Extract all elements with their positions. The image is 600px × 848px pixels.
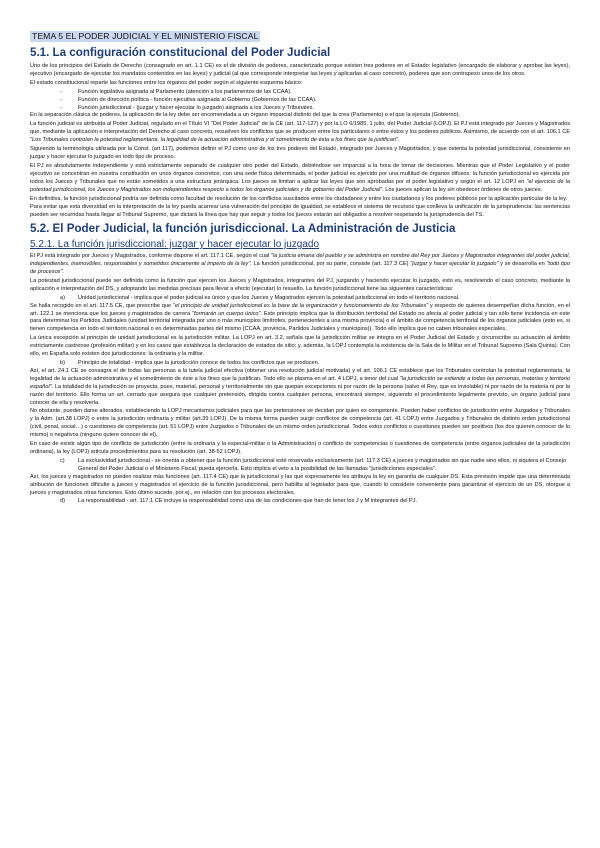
paragraph: Así, los jueces y magistrados no pueden realizar más funciones (art. 117.4 CE) que la jurisdiccional y las que expresamente les atribuya la ley en garantía de cualquier DS. Esta previsión impide que una determinada atribución de funciones dificulte a jueces y magistrados el ejercicio de la función jurisdiccional, pero habilita al legislador para que, cuando lo considere conveniente para garantizar el ejercicio de un DS, otorgue a jueces y magistrados otras funciones. Esto último sucede, por ej., en relación con los procesos electorales. <box>30 473 570 496</box>
paragraph: Uno de los principios del Estado de Derecho (consagrado en art. 1.1 CE) es el de división de poderes, caracterizado porque existen tres poderes en el Estado: legislativo (encargado de elaborar y aprobar las leyes), ejecutivo (encargado de ejecutar los mandatos contenidos en las leyes) y judicial (al que corresponde interpretar las leyes y aplicarlas al caso concreto), poderes que son contrapeso unos de los otros. <box>30 63 570 77</box>
list-item: b) Principio de totalidad - implica que la jurisdicción conoce de todos los conflictos que se producen. <box>60 360 320 366</box>
paragraph: No obstante, pueden darse alterados, estableciendo la LOPJ mecanismos judiciales para que las pretensiones se decidan por quien es competente. Pueden haber conflictos de jurisdicción entre Juzgados y Tribunales y la Adm. (art.38 LOPJ) o entre la jurisdicción ordinaria y militar (art.39 LOPJ). De la misma forma pueden surgir conflictos de competencia (art. 41 LOPJ) entre Juzgados y Tribunales de distinto orden jurisdiccional (civil, penal, social…) o cuestiones de competencia (art. 51 LOPJ) entre Juzgados o Tribunales de un mismo orden jurisdiccional. Todos estos conflictos o cuestiones pueden ser positivos (los dos quieren conocer de lo mismo) o negativos (ninguno quiere conocer de el). <box>30 408 570 439</box>
paragraph: El estado constitucional reparte las funciones entre los órganos del poder según el siguiente esquema básico: <box>30 79 303 86</box>
paragraph: La única excepción al principio de unidad jurisdiccional es la jurisdicción militar. La LOPJ en art. 3.2, señala que la jurisdicción militar se integra en el Poder Judicial del Estado y circunscribe su actuación al ámbito estrictamente castrense (profesión militar) y en los casos que establezca la declaración de estados de sitio; y, además, la LOPJ contempla la existencia de la Sala de lo Militar en el Tribunal Supremo (Sala Quinta). Con ello, en España solo existen dos jurisdicciones: la ordinaria y la militar. <box>30 335 570 358</box>
list-item: - Función de dirección política - función ejecutiva asignada al Gobierno (Gobiernos de las CCAA). <box>60 96 317 103</box>
paragraph: La función judicial es atribuida al Poder Judicial, regulado en el Título VI "Del Poder Judicial" de la CE (art. 117-127) y por la LO 6/1985, 1 julio, del Poder Judicial (LOPJ). El PJ está integrado por Jueces y Magistrados que, mediante la aplicación e interpretación del Derecho al caso concreto, resuelven los conflictos que se producen entre los particulares o entre éstos y los poderes públicos. Asimismo, de acuerdo con el art. 106.1 CE "Los Tribunales controlan la potestad reglamentaria, la legalidad de la actuación administrativa y el sometimiento de ésta a los fines que la justifican". <box>30 121 570 144</box>
paragraph: En la separación clásica de poderes, la aplicación de la ley debe ser encomendada a un órgano imparcial distinto del que la crea (Parlamento) o el que la ejecuta (Gobierno). <box>30 112 461 119</box>
paragraph: Así, el art. 24.1 CE se consagra el de todas las personas a la tutela judicial efectiva (obtener una resolución judicial motivada) y el art. 106.1 CE establece que los Tribunales controlan la potestad reglamentaria, la legalidad de la actuación administrativa y el sometimiento de éste a los fines que la justifican. Todo ello se plasma en el art. 4 LOPJ, a tenor del cual "la jurisdicción se extiende a todas las personas, materias y territorio español". La totalidad de la jurisdicción se proyecta, pues, material, personal y territorialmente sin que quepan excepciones ni por razón de la persona (salvo el Rey, que es inviolable) ni por razón de la materia ni por la razón del territorio. Ello forma un art. cerrado que asegura que cualquier pretensión, dirigida contra cualquier persona, encontrará siempre, siguiendo el procedimiento legalmente previsto, un órgano judicial para conocer de ella y resolverla. <box>30 367 570 406</box>
paragraph: Se halla recogido en el art. 117.5 CE, que prescribe que "el principio de unidad jurisdiccional es la base de la organización y funcionamiento de los Tribunales" y respecto de quienes desempeñan dicha función, en el art. 122.1 se menciona que los jueces y magistrados de carrera "formarán un cuerpo único". Este principio implica que la distribución territorial del Estado no afecta al poder judicial y tan sólo tiene incidencia en este para determinar los Partidos Judiciales (unidad territorial integrada por uno o más municipios limítrofes, pertenecientes a una misma provincia) o el ámbito de competencia territorial de los órganos judiciales (esto es, si tienen competencia en todo el territorio nacional o en determinadas partes del mismo (CCAA, provincia, Partidos Judiciales y municipios)). Todo ello implica que no caben tribunales especiales. <box>30 302 570 333</box>
document-page <box>30 26 570 506</box>
paragraph: El PJ está integrado por Jueces y Magistrados, conforme dispone el art. 117.1 CE, según el cual "la justicia emana del pueblo y se administra en nombre del Rey por Jueces y Magistrados integrantes del poder judicial, independientes, inamovibles, responsables y sometidos únicamente al imperio de la ley". La función jurisdiccional, por su parte, consiste (art. 117.3 CE) "juzgar y hacer ejecutar lo juzgado" y se desarrolla en "todo tipo de procesos". <box>30 253 570 276</box>
section-heading-5-2: 5.2. El Poder Judicial, la función jurisdiccional. La Administración de Justicia <box>30 222 456 236</box>
paragraph: Para evitar que esta diversidad en la interpretación de la ley pueda acarrear una vulneración del principio de igualdad, se establece el sistema de recursos que conlleva la unificación de la jurisprudencia: las sentencias pueden ser recurridas hasta llegar al Tribunal Supremo, que dictará la línea que hay que seguir y todos los jueces estarán así obligados a resolver respetando la jurisprudencia del TS. <box>30 204 570 219</box>
list-item: c) La exclusividad jurisdiccional - se orienta a obtener que la función jurisdiccional esté reservada exclusivamente (art. 117.3 CE) a jueces y magistrados sin que nadie sino ellos, ni siquiera el Consejo General del Poder Judicial o el Ministerio Fiscal, pueda ejercerla. Esto implica el veto a la posibilidad de las llamadas "jurisdicciones especiales". <box>60 457 567 472</box>
topic-title: TEMA 5 EL PODER JUDICIAL Y EL MINISTERIO FISCAL <box>32 31 259 41</box>
paragraph: En definitiva, la función jurisdiccional podría ser definida como facultad de resolución de los conflictos suscitados entre los ciudadanos y entre los ciudadanos y los poderes públicos por la aplicación particular de la ley. <box>30 195 568 202</box>
paragraph: El PJ es absolutamente independiente y está estrictamente separado de cualquier otro poder del Estado, debiéndose ser imparcial a la hora de tomar de decisiones. Mientras que el Poder Legislativo y el poder ejecutivo se concentran en nuestra constitución en unos órganos concretos, con una sede física determinada, el poder judicial es ejercido por una multitud de órganos difusos: la función jurisdiccional es ejercida por todos los Jueces y Tribunales que no están sometidos a una estructura jerárquica. Los jueces se limitan a aplicar las leyes que son aprobadas por el poder legislativo y según el art. 12 LOPJ en "el ejercicio de la potestad jurisdiccional, los Jueces y Magistrados son independientes respecto a todos los órganos judiciales y de gobierno del Poder Judicial". Los jueces aplican la ley sin obedecer órdenes de otros jueces. <box>30 162 570 193</box>
paragraph: Siguiendo la terminología utilizada por la Const. (art 117), podemos definir el PJ como uno de los tres poderes del Estado, integrado por Jueces y Magistrados, y que ostenta la potestad jurisdiccional, consistente en juzgar y hacer ejecutar lo juzgado en todo tipo de proceso. <box>30 146 570 160</box>
subsection-heading-5-2-1: 5.2.1. La función jurisdiccional: juzgar y hacer ejecutar lo juzgado <box>30 239 320 251</box>
paragraph: En caso de existir algún tipo de conflicto de jurisdicción (entre la ordinaria y la especial-militar o la Administración) o conflicto de competencias o cuestiones de competencia (entre órganos judiciales de la jurisdicción ordinaria), la ley (LOPJ) articula procedimientos para su resolución (art. 38-52 LOPJ). <box>30 441 570 455</box>
section-heading-5-1: 5.1. La configuración constitucional del Poder Judicial <box>30 46 331 59</box>
list-item: - Función jurisdiccional - (juzgar y hacer ejecutar lo juzgado) asignada a los Jueces y Tribunales. <box>60 104 314 111</box>
paragraph: La potestad jurisdiccional puede ser definida como la función que ejercen los Jueces y Magistrados, integrantes del PJ, juzgando y haciendo ejecutar lo juzgado, esto es, resolviendo el caso concreto, mediante la aplicación e interpretación del DS, y adoptando las medidas precisas para llevar a efecto (ejecutar) lo resuelto. La función jurisdiccional tiene las siguientes características: <box>30 277 570 292</box>
list-item: a) Unidad jurisdiccional - implica que el poder judicial es único y que los Jueces y Magistrados ejercen la potestad jurisdiccional en todo el territorio nacional. <box>60 294 460 301</box>
list-item: d) La responsabilidad - art. 117.1 CE incluye la responsabilidad como una de las condiciones que han de tener los J y M integrantes del PJ. <box>60 498 418 505</box>
list-item: - Función legislativa asignada al Parlamento (atención a los parlamentos de las CCAA). <box>60 88 292 95</box>
